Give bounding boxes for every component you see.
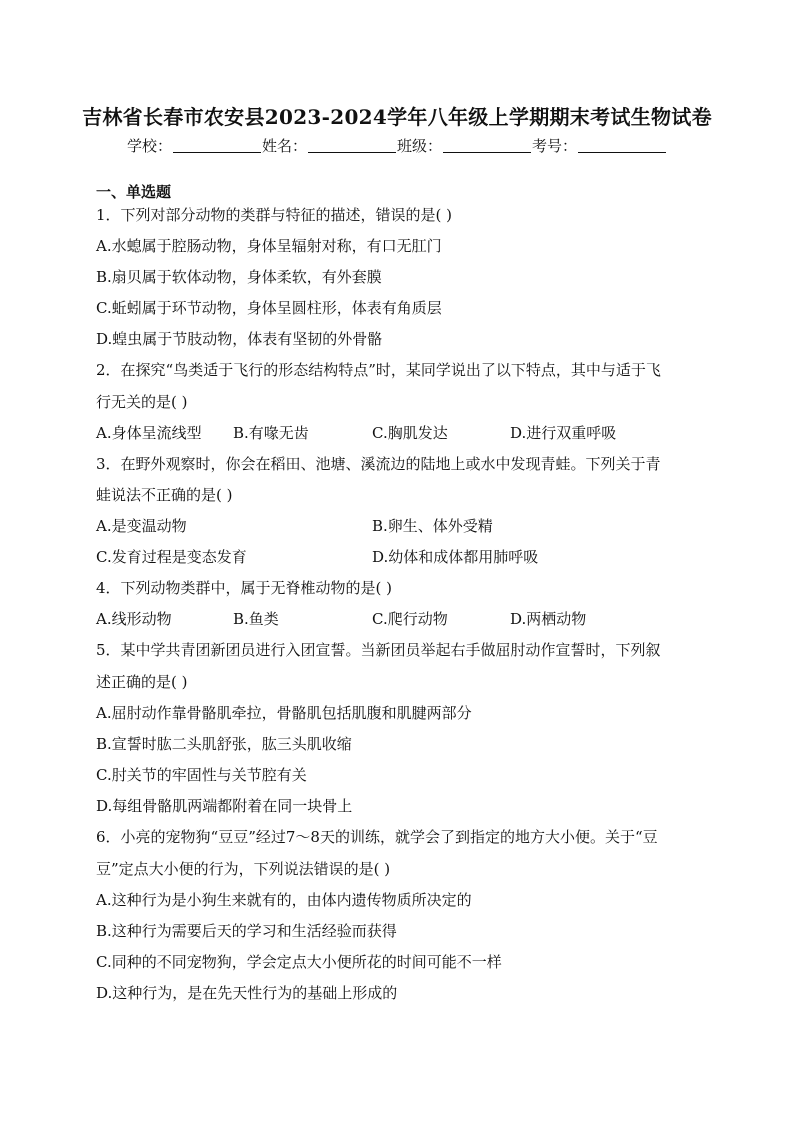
q4-option-b: B.鱼类 — [233, 610, 279, 628]
section-heading: 一、单选题 — [96, 183, 172, 201]
q1-option-d: D.蝗虫属于节肢动物，体表有坚韧的外骨骼 — [96, 330, 383, 348]
q3-stem-line1: 3．在野外观察时，你会在稻田、池塘、溪流边的陆地上或水中发现青蛙。下列关于青 — [96, 455, 661, 473]
q4-stem: 4．下列动物类群中，属于无脊椎动物的是( ) — [96, 579, 393, 597]
q4-option-a: A.线形动物 — [96, 610, 172, 628]
q6-option-d: D.这种行为，是在先天性行为的基础上形成的 — [96, 984, 398, 1002]
student-info-line — [0, 135, 794, 156]
q6-stem-line1: 6．小亮的宠物狗“豆豆”经过7～8天的训练，就学会了到指定的地方大小便。关于“豆 — [96, 828, 658, 846]
class-label: 班级： — [397, 137, 443, 155]
q3-stem-line2: 蛙说法不正确的是( ) — [96, 486, 233, 504]
q6-stem-line2: 豆”定点大小便的行为，下列说法错误的是( ) — [96, 860, 391, 878]
q2-stem-line1: 2．在探究“鸟类适于飞行的形态结构特点”时，某同学说出了以下特点，其中与适于飞 — [96, 361, 661, 379]
q4-option-d: D.两栖动物 — [510, 610, 587, 628]
q5-stem-line1: 5．某中学共青团新团员进行入团宣誓。当新团员举起右手做屈肘动作宣誓时，下列叙 — [96, 641, 661, 659]
school-blank — [173, 138, 261, 153]
q3-option-b: B.卵生、体外受精 — [372, 517, 493, 535]
q6-option-c: C.同种的不同宠物狗，学会定点大小便所花的时间可能不一样 — [96, 953, 502, 971]
q5-option-a: A.屈肘动作靠骨骼肌牵拉，骨骼肌包括肌腹和肌腱两部分 — [96, 704, 472, 722]
q4-option-c: C.爬行动物 — [372, 610, 448, 628]
q1-stem: 1．下列对部分动物的类群与特征的描述，错误的是( ) — [96, 206, 453, 224]
number-label: 考号： — [532, 137, 578, 155]
q5-option-d: D.每组骨骼肌两端都附着在同一块骨上 — [96, 797, 353, 815]
q3-option-c: C.发育过程是变态发育 — [96, 548, 247, 566]
q1-option-b: B.扇贝属于软体动物，身体柔软，有外套膜 — [96, 268, 382, 286]
q5-option-b: B.宣誓时肱二头肌舒张，肱三头肌收缩 — [96, 735, 352, 753]
q1-option-c: C.蚯蚓属于环节动物，身体呈圆柱形，体表有角质层 — [96, 299, 442, 317]
q6-option-b: B.这种行为需要后天的学习和生活经验而获得 — [96, 922, 397, 940]
q2-option-b: B.有喙无齿 — [233, 424, 309, 442]
name-blank — [308, 138, 396, 153]
name-label: 姓名： — [261, 137, 307, 155]
q3-option-a: A.是变温动物 — [96, 517, 187, 535]
q2-stem-line2: 行无关的是( ) — [96, 393, 188, 411]
q5-stem-line2: 述正确的是( ) — [96, 673, 188, 691]
q2-option-c: C.胸肌发达 — [372, 424, 448, 442]
school-label: 学校： — [126, 137, 172, 155]
q6-option-a: A.这种行为是小狗生来就有的，由体内遗传物质所决定的 — [96, 891, 472, 909]
q3-option-d: D.幼体和成体都用肺呼吸 — [372, 548, 539, 566]
q5-option-c: C.肘关节的牢固性与关节腔有关 — [96, 766, 307, 784]
q2-option-a: A.身体呈流线型 — [96, 424, 202, 442]
number-blank — [578, 138, 666, 153]
class-blank — [443, 138, 531, 153]
exam-title: 吉林省长春市农安县2023-2024学年八年级上学期期末考试生物试卷 — [82, 105, 712, 129]
q1-option-a: A.水螅属于腔肠动物，身体呈辐射对称，有口无肛门 — [96, 237, 442, 255]
q2-option-d: D.进行双重呼吸 — [510, 424, 617, 442]
